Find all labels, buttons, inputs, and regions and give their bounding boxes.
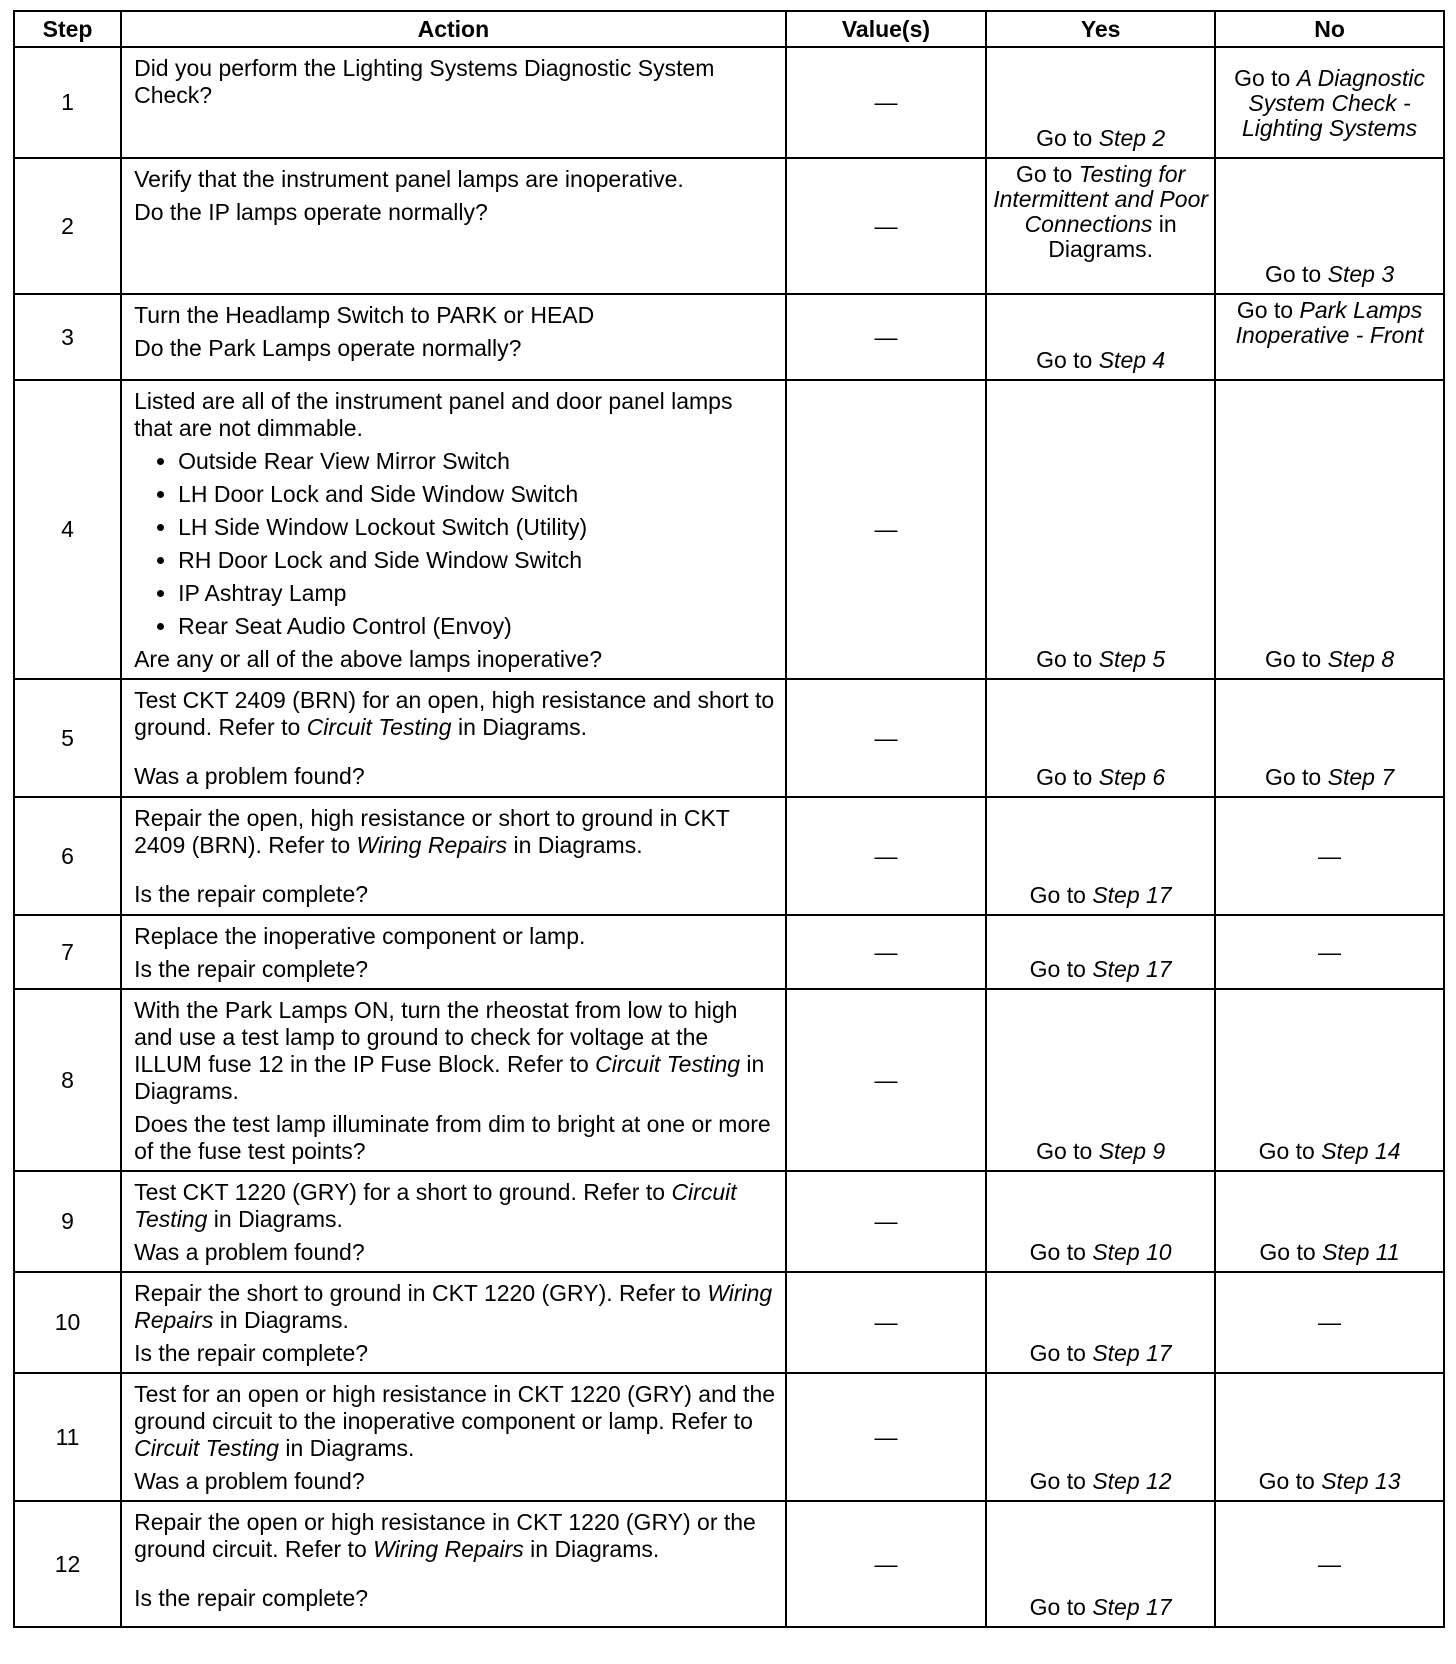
values-cell: —: [786, 1373, 987, 1501]
goto-text: Go to: [1258, 1138, 1322, 1164]
goto-text: Go to: [1259, 1239, 1323, 1265]
values-cell: —: [786, 1501, 987, 1627]
values-cell: —: [786, 294, 987, 380]
table-row: [14, 1373, 1444, 1501]
list-item: • Outside Rear View Mirror Switch: [178, 448, 777, 475]
step-link[interactable]: Testing for Intermittent and Poor Connections: [993, 161, 1209, 237]
yes-cell: [986, 989, 1215, 1171]
action-question: Was a problem found?: [134, 763, 365, 789]
action-cell: [121, 380, 786, 679]
action-text: Listed are all of the instrument panel and door panel lamps that are not dimmable.: [134, 388, 733, 441]
action-text: Turn the Headlamp Switch to PARK or HEAD: [134, 302, 595, 328]
action-text-part: in Diagrams.: [523, 1536, 660, 1562]
no-cell: —: [1215, 1272, 1444, 1373]
action-question: Are any or all of the above lamps inoperative?: [134, 646, 603, 672]
table-row: [14, 1171, 1444, 1272]
action-question: Do the IP lamps operate normally?: [134, 199, 488, 225]
action-cell: [121, 1373, 786, 1501]
no-cell: [1215, 158, 1444, 294]
yes-cell: [986, 1171, 1215, 1272]
action-cell: [121, 294, 786, 380]
no-cell: [1215, 1171, 1444, 1272]
step-link[interactable]: Step 17: [1092, 1340, 1172, 1366]
values-cell: —: [786, 989, 987, 1171]
no-cell: [1215, 47, 1444, 158]
action-text-part: in Diagrams.: [278, 1435, 415, 1461]
step-link[interactable]: Step 13: [1321, 1468, 1401, 1494]
step-link[interactable]: Step 10: [1092, 1239, 1172, 1265]
yes-cell: [986, 1373, 1215, 1501]
no-cell: —: [1215, 915, 1444, 989]
no-cell: [1215, 679, 1444, 797]
action-text: [134, 1280, 777, 1334]
step-number: 8: [14, 989, 121, 1171]
action-text-part: Repair the open or high resistance in CKT 1220 (GRY) or the ground circuit. Refer to: [134, 1509, 756, 1562]
values-cell: —: [786, 380, 987, 679]
action-cell: [121, 797, 786, 915]
action-question: Is the repair complete?: [134, 1340, 369, 1366]
yes-cell: [986, 158, 1215, 294]
no-cell: —: [1215, 797, 1444, 915]
action-cell: [121, 47, 786, 158]
goto-text: Go to: [1036, 347, 1099, 373]
values-cell: —: [786, 158, 987, 294]
action-text: Verify that the instrument panel lamps are inoperative.: [134, 166, 684, 192]
goto-text: Go to: [1029, 1468, 1093, 1494]
step-link[interactable]: Park Lamps Inoperative - Front: [1235, 297, 1424, 348]
action-text-part: in Diagrams.: [134, 1051, 765, 1104]
step-link[interactable]: Step 17: [1092, 1594, 1172, 1620]
action-question: Is the repair complete?: [134, 956, 369, 982]
action-text: Replace the inoperative component or lamp.: [134, 923, 586, 949]
values-cell: —: [786, 47, 987, 158]
table-row: [14, 294, 1444, 380]
action-cell: [121, 915, 786, 989]
yes-cell: [986, 797, 1215, 915]
action-question: Was a problem found?: [134, 1239, 365, 1265]
action-text-part: Test CKT 2409 (BRN) for an open, high resistance and short to ground. Refer to: [134, 687, 775, 740]
reference-link[interactable]: Wiring Repairs: [373, 1536, 524, 1562]
yes-cell: [986, 679, 1215, 797]
goto-text: Go to: [1236, 297, 1300, 323]
action-text-part: in Diagrams.: [451, 714, 588, 740]
action-cell: [121, 989, 786, 1171]
action-question: Does the test lamp illuminate from dim to bright at one or more of the fuse test points?: [134, 1111, 771, 1164]
reference-link[interactable]: Wiring Repairs: [134, 1280, 773, 1333]
action-question: Is the repair complete?: [134, 1585, 369, 1611]
step-number: 11: [14, 1373, 121, 1501]
yes-cell: [986, 294, 1215, 380]
action-text-part: Repair the short to ground in CKT 1220 (GRY). Refer to: [134, 1280, 708, 1306]
step-link[interactable]: Step 12: [1092, 1468, 1172, 1494]
step-number: 5: [14, 679, 121, 797]
action-question: Do the Park Lamps operate normally?: [134, 335, 522, 361]
action-cell: [121, 679, 786, 797]
diagnostic-table: [13, 10, 1445, 1628]
goto-text: Go to: [1258, 1468, 1322, 1494]
header-yes: Yes: [986, 11, 1215, 47]
action-question: Was a problem found?: [134, 1468, 365, 1494]
no-cell: —: [1215, 1501, 1444, 1627]
header-step: Step: [14, 11, 121, 47]
step-link[interactable]: A Diagnostic System Check - Lighting Systems: [1241, 64, 1425, 141]
goto-text: Go to: [1036, 1138, 1099, 1164]
reference-link[interactable]: Circuit Testing: [595, 1051, 741, 1077]
action-cell: [121, 1501, 786, 1627]
step-link[interactable]: Step 5: [1098, 646, 1166, 672]
step-number: 10: [14, 1272, 121, 1373]
header-values: Value(s): [786, 11, 987, 47]
action-cell: [121, 1272, 786, 1373]
reference-link[interactable]: Circuit Testing: [306, 714, 452, 740]
goto-text: Go to: [1036, 764, 1099, 790]
table-row: [14, 1272, 1444, 1373]
step-link[interactable]: Step 4: [1098, 347, 1166, 373]
step-link[interactable]: Step 17: [1092, 956, 1172, 982]
list-item: • Rear Seat Audio Control (Envoy): [178, 613, 777, 640]
no-cell: [1215, 1373, 1444, 1501]
step-link[interactable]: Step 3: [1327, 261, 1395, 287]
values-cell: —: [786, 679, 987, 797]
action-text: [134, 1381, 777, 1462]
step-link[interactable]: Step 9: [1098, 1138, 1166, 1164]
action-question: Is the repair complete?: [134, 881, 369, 907]
step-number: 2: [14, 158, 121, 294]
action-text-part: Test for an open or high resistance in CKT 1220 (GRY) and the ground circuit to the inoperative component or lamp. Refer to: [134, 1381, 776, 1434]
goto-text: Go to: [1264, 646, 1328, 672]
list-item: • IP Ashtray Lamp: [178, 580, 777, 607]
goto-text: Go to: [1029, 882, 1093, 908]
action-text-part: in Diagrams.: [213, 1307, 349, 1333]
table-row: [14, 158, 1444, 294]
goto-text: Go to: [1029, 1594, 1093, 1620]
table-row: [14, 380, 1444, 679]
step-number: 1: [14, 47, 121, 158]
goto-text: Go to: [1029, 956, 1093, 982]
yes-cell: [986, 1272, 1215, 1373]
action-text: [134, 1179, 777, 1233]
goto-text: Go to: [1036, 646, 1099, 672]
action-text: Did you perform the Lighting Systems Diagnostic System Check?: [134, 55, 715, 108]
reference-link[interactable]: Wiring Repairs: [356, 832, 508, 858]
action-text-part: in Diagrams.: [507, 832, 643, 858]
reference-link[interactable]: Circuit Testing: [134, 1179, 737, 1232]
action-cell: [121, 158, 786, 294]
yes-cell: [986, 1501, 1215, 1627]
header-row: [14, 11, 1444, 47]
values-cell: —: [786, 1171, 987, 1272]
action-text-part: Repair the open, high resistance or short to ground in CKT 2409 (BRN). Refer to: [134, 805, 730, 858]
action-cell: [121, 1171, 786, 1272]
no-cell: [1215, 294, 1444, 380]
action-text: [134, 687, 777, 741]
step-number: 7: [14, 915, 121, 989]
diagrams-text: in Diagrams.: [1048, 211, 1177, 262]
step-link[interactable]: Step 2: [1098, 125, 1166, 151]
values-cell: —: [786, 915, 987, 989]
step-number: 3: [14, 294, 121, 380]
list-item: • LH Door Lock and Side Window Switch: [178, 481, 777, 508]
step-link[interactable]: Step 6: [1098, 764, 1166, 790]
goto-text: Go to: [1264, 261, 1328, 287]
action-text-part: With the Park Lamps ON, turn the rheostat from low to high and use a test lamp to ground to check for voltage at the ILLUM fuse 12 in the IP Fuse Block. Refer to: [134, 997, 738, 1077]
goto-text: Go to: [1029, 1239, 1093, 1265]
goto-text: Go to: [1264, 764, 1328, 790]
table-row: [14, 915, 1444, 989]
action-text: [134, 997, 777, 1105]
table-row: [14, 47, 1444, 158]
lamp-list: [134, 448, 777, 640]
list-item: • RH Door Lock and Side Window Switch: [178, 547, 777, 574]
action-text: [134, 1509, 777, 1563]
action-text: [134, 805, 777, 859]
values-cell: —: [786, 797, 987, 915]
step-number: 12: [14, 1501, 121, 1627]
reference-link[interactable]: Circuit Testing: [134, 1435, 279, 1461]
step-link[interactable]: Step 7: [1327, 764, 1395, 790]
step-link[interactable]: Step 14: [1321, 1138, 1401, 1164]
yes-cell: [986, 915, 1215, 989]
table-row: [14, 797, 1444, 915]
no-cell: [1215, 989, 1444, 1171]
header-action: Action: [121, 11, 786, 47]
yes-cell: [986, 47, 1215, 158]
step-link[interactable]: Step 17: [1092, 882, 1172, 908]
step-number: 9: [14, 1171, 121, 1272]
goto-text: Go to: [1036, 125, 1099, 151]
action-text-part: in Diagrams.: [207, 1206, 343, 1232]
step-link[interactable]: Step 8: [1327, 646, 1395, 672]
list-item: • LH Side Window Lockout Switch (Utility): [178, 514, 777, 541]
table-row: [14, 989, 1444, 1171]
goto-text: Go to: [1029, 1340, 1093, 1366]
table-row: [14, 1501, 1444, 1627]
header-no: No: [1215, 11, 1444, 47]
action-text-part: Test CKT 1220 (GRY) for a short to ground. Refer to: [134, 1179, 672, 1205]
goto-text: Go to: [1234, 64, 1297, 91]
values-cell: —: [786, 1272, 987, 1373]
table-row: [14, 679, 1444, 797]
yes-cell: [986, 380, 1215, 679]
step-link[interactable]: Step 11: [1322, 1239, 1400, 1265]
no-cell: [1215, 380, 1444, 679]
goto-text: Go to: [1016, 161, 1079, 187]
step-number: 4: [14, 380, 121, 679]
step-number: 6: [14, 797, 121, 915]
